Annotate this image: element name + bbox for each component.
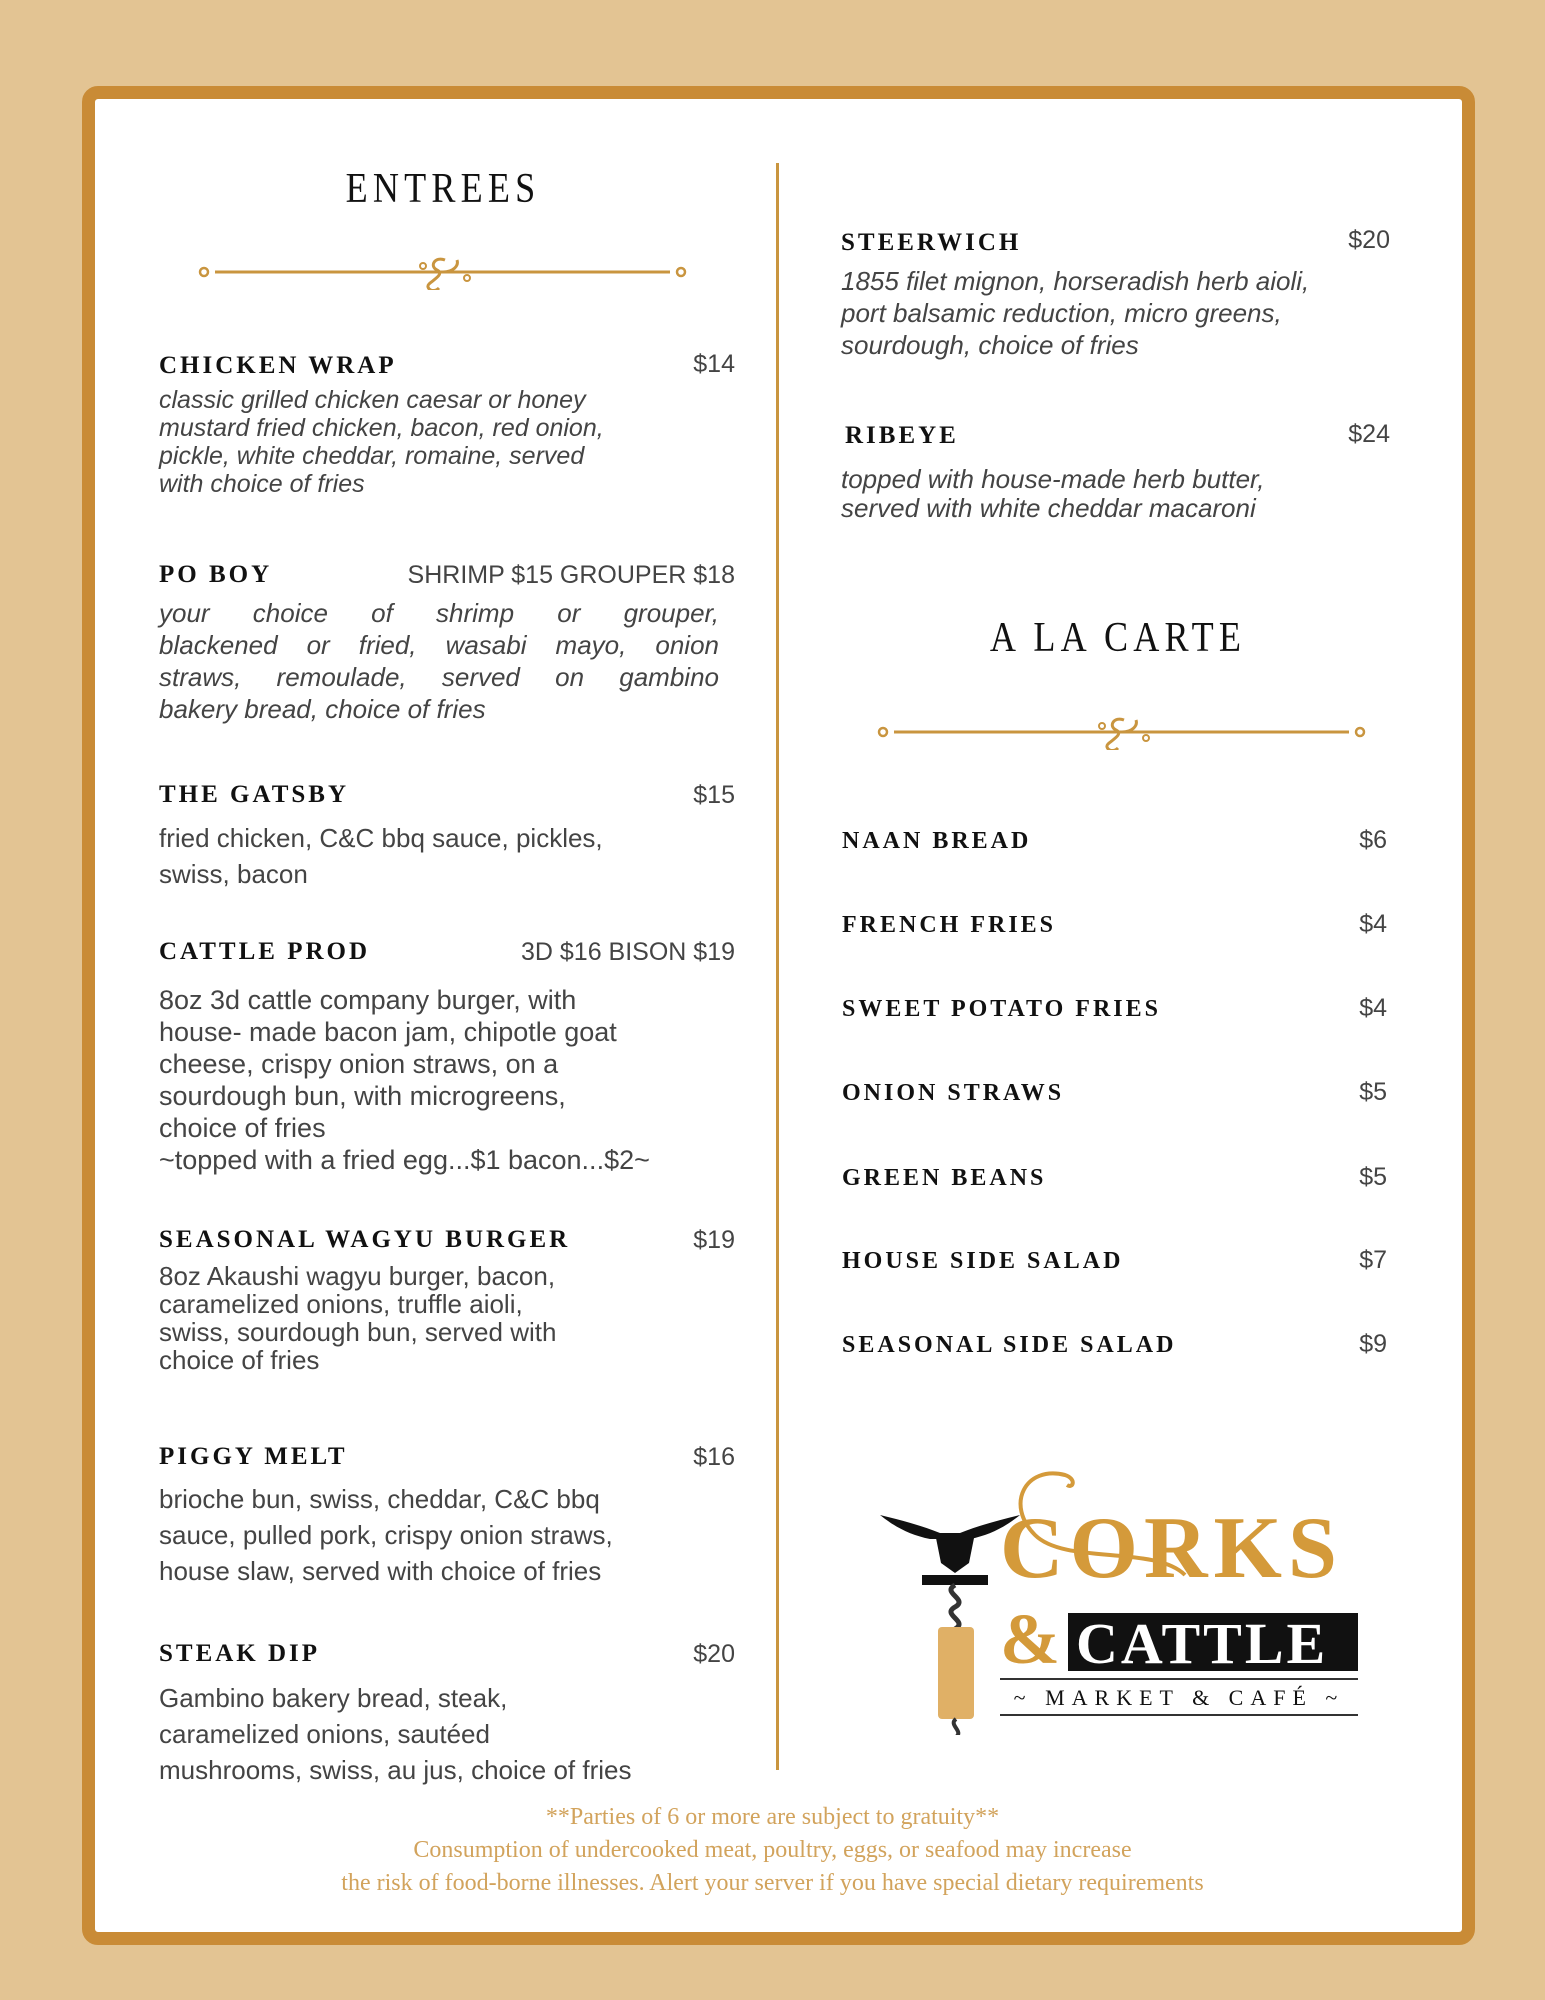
item-name: STEERWICH (841, 229, 1022, 256)
description-line: topped with house-made herb butter, (841, 464, 1265, 494)
item-price: 3D $16 BISON $19 (520, 938, 735, 966)
corks-and-cattle-logo (870, 1465, 1360, 1735)
description-line: served with white cheddar macaroni (841, 493, 1256, 523)
item-price: $7 (1359, 1246, 1387, 1274)
description-line: sourdough bun, with microgreens, (159, 1081, 566, 1111)
gratuity-note: **Parties of 6 or more are subject to gratuity** (545, 1804, 1000, 1830)
description-line: port balsamic reduction, micro greens, (841, 298, 1282, 328)
item-price: $9 (1359, 1330, 1387, 1358)
description-line: swiss, sourdough bun, served with (159, 1317, 557, 1347)
description-line: straws, remoulade, served on gambino (159, 662, 719, 692)
bull-skull-icon (880, 1515, 1020, 1629)
cork-icon (938, 1627, 974, 1719)
item-name: ONION STRAWS (842, 1080, 1065, 1106)
item-description (159, 984, 650, 1176)
item-price: $6 (1359, 826, 1387, 854)
item-name: SEASONAL SIDE SALAD (842, 1332, 1177, 1358)
item-description (159, 597, 719, 725)
item-name: THE GATSBY (159, 781, 349, 808)
description-line: classic grilled chicken caesar or honey (159, 386, 586, 414)
item-description (841, 265, 1309, 361)
svg-text:&: & (1000, 1599, 1060, 1679)
description-line: your choice of shrimp or grouper, (159, 598, 719, 628)
description-line: house- made bacon jam, chipotle goat (159, 1017, 617, 1047)
item-price: $4 (1359, 994, 1387, 1022)
item-description (841, 465, 1265, 523)
description-line: pickle, white cheddar, romaine, served (159, 442, 585, 470)
item-price: $5 (1359, 1078, 1387, 1106)
item-name: STEAK DIP (159, 1640, 321, 1667)
item-price: $5 (1359, 1163, 1387, 1191)
description-line: choice of fries (159, 1113, 326, 1143)
a-la-carte-heading: A LA CARTE (989, 615, 1247, 661)
description-line: mushrooms, swiss, au jus, choice of fries (159, 1755, 632, 1785)
description-line: choice of fries (159, 1345, 320, 1375)
item-price: $19 (693, 1226, 735, 1254)
item-price: $15 (693, 781, 735, 809)
description-line: brioche bun, swiss, cheddar, C&C bbq (159, 1484, 600, 1514)
svg-text:~ MARKET & CAFÉ ~: ~ MARKET & CAFÉ ~ (1013, 1685, 1345, 1710)
description-line: house slaw, served with choice of fries (159, 1556, 602, 1586)
item-price: $14 (693, 350, 735, 378)
consumption-warning-line1: Consumption of undercooked meat, poultry, eggs, or seafood may increase (413, 1837, 1132, 1863)
item-description (159, 820, 603, 892)
description-line: swiss, bacon (159, 859, 308, 889)
item-description (159, 1262, 556, 1374)
entrees-heading: ENTREES (345, 166, 541, 212)
item-name: FRENCH FRIES (842, 912, 1057, 938)
description-line: sauce, pulled pork, crispy onion straws, (159, 1520, 613, 1550)
item-price: SHRIMP $15 GROUPER $18 (407, 561, 735, 589)
item-name: PIGGY MELT (159, 1443, 348, 1470)
ornament-divider-icon (874, 714, 1369, 750)
item-description (159, 386, 604, 498)
item-name: NAAN BREAD (842, 828, 1032, 854)
item-name: SEASONAL WAGYU BURGER (159, 1226, 571, 1253)
description-line: caramelized onions, truffle aioli, (159, 1289, 523, 1319)
description-line: 1855 filet mignon, horseradish herb aioli, (841, 266, 1310, 296)
description-line: 8oz Akaushi wagyu burger, bacon, (159, 1261, 556, 1291)
description-line: 8oz 3d cattle company burger, with (159, 985, 577, 1015)
item-name: SWEET POTATO FRIES (842, 996, 1161, 1022)
ornament-divider-icon (195, 254, 690, 290)
item-name: GREEN BEANS (842, 1165, 1047, 1191)
description-line: bakery bread, choice of fries (159, 694, 486, 724)
description-line: mustard fried chicken, bacon, red onion, (159, 414, 604, 442)
item-name: RIBEYE (845, 422, 959, 449)
item-price: $16 (693, 1443, 735, 1471)
consumption-warning-line2: the risk of food-borne illnesses. Alert your server if you have special dietary requirements (341, 1870, 1204, 1896)
description-line: ~topped with a fried egg...$1 bacon...$2~ (159, 1145, 650, 1175)
description-line: sourdough, choice of fries (841, 330, 1139, 360)
description-line: with choice of fries (159, 470, 365, 498)
description-line: Gambino bakery bread, steak, (159, 1683, 508, 1713)
item-description (159, 1680, 632, 1788)
description-line: cheese, crispy onion straws, on a (159, 1049, 559, 1079)
item-price: $4 (1359, 910, 1387, 938)
svg-text:CORKS: CORKS (1000, 1500, 1343, 1597)
item-name: CATTLE PROD (159, 938, 371, 965)
item-name: HOUSE SIDE SALAD (842, 1248, 1124, 1274)
description-line: blackened or fried, wasabi mayo, onion (159, 630, 719, 660)
item-price: $24 (1348, 420, 1390, 448)
item-price: $20 (693, 1640, 735, 1668)
svg-text:CATTLE: CATTLE (1076, 1611, 1329, 1676)
item-name: CHICKEN WRAP (159, 352, 397, 379)
description-line: caramelized onions, sautéed (159, 1719, 490, 1749)
description-line: fried chicken, C&C bbq sauce, pickles, (159, 823, 603, 853)
item-name: PO BOY (159, 561, 273, 588)
item-price: $20 (1348, 226, 1390, 254)
column-divider (776, 163, 779, 1770)
item-description (159, 1481, 613, 1589)
